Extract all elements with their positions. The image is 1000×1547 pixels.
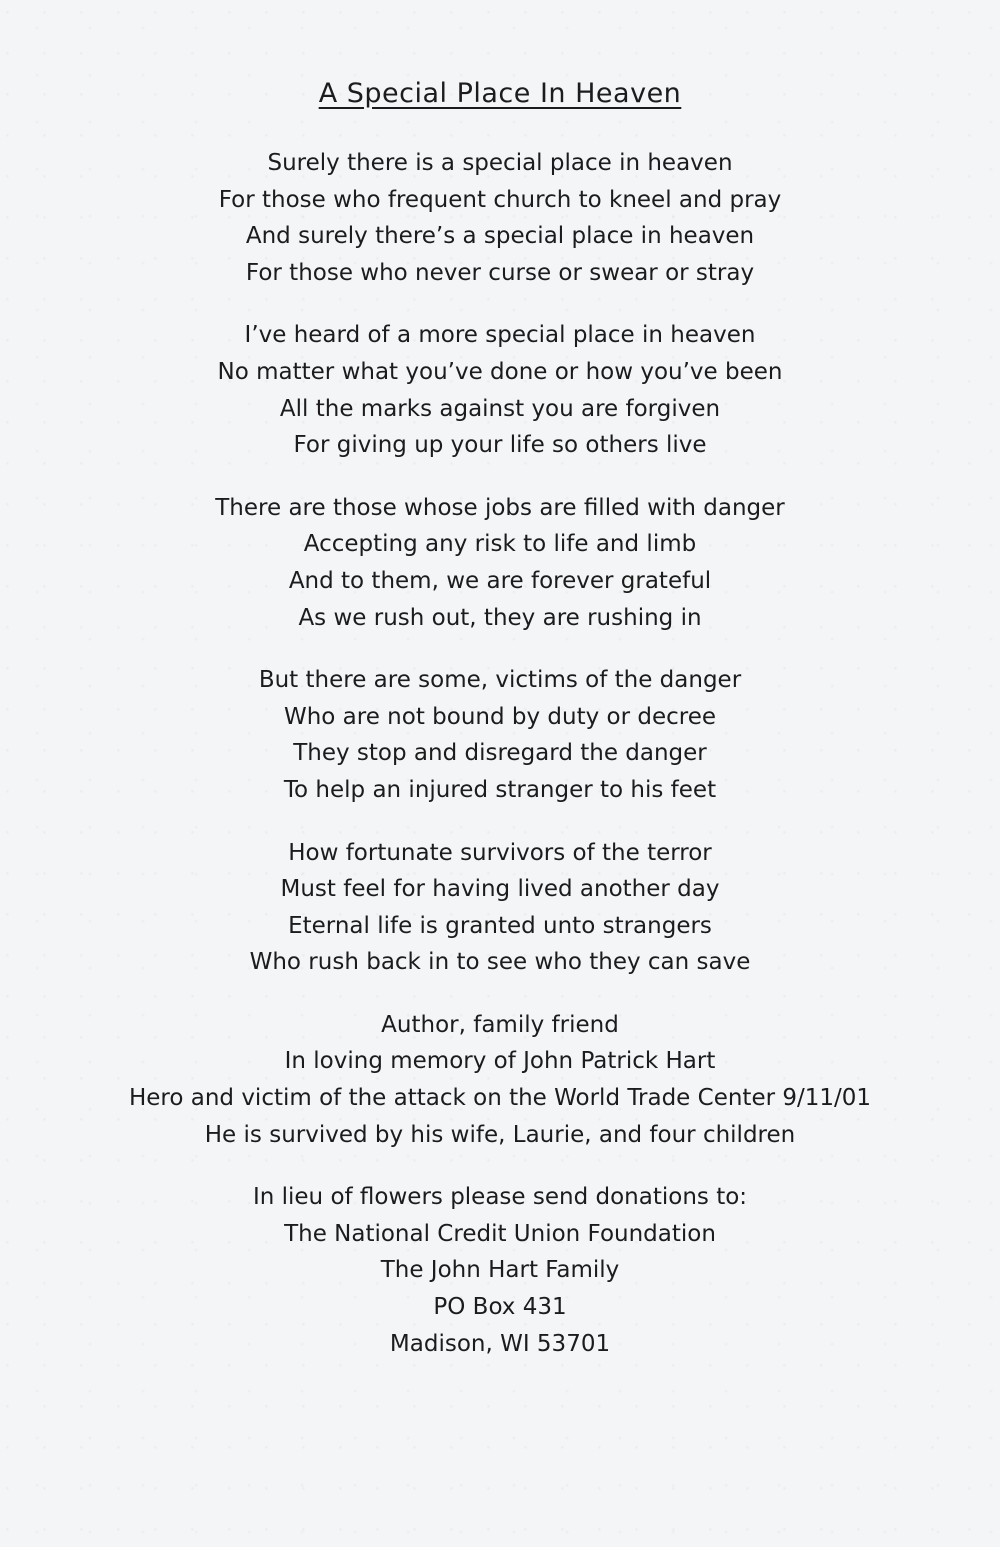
dedication-line: He is survived by his wife, Laurie, and four children [204,1121,796,1148]
poem-line: To help an injured stranger to his feet [283,776,717,803]
poem-line: As we rush out, they are rushing in [298,604,702,631]
poem-line: For those who frequent church to kneel and pray [218,186,782,213]
donations-line: In lieu of flowers please send donations to: [252,1184,748,1211]
poem-line: Accepting any risk to life and limb [303,531,697,558]
poem-line: They stop and disregard the danger [293,740,707,767]
poem-line: Eternal life is granted unto strangers [288,912,712,939]
dedication-block [0,1007,1000,1153]
poem-line: There are those whose jobs are filled with danger [215,494,785,521]
dedication-line: Hero and victim of the attack on the World Trade Center 9/11/01 [128,1085,872,1112]
poem-line: But there are some, victims of the danger [258,667,742,694]
poem-line: And to them, we are forever grateful [288,567,712,594]
donations-line: PO Box 431 [433,1294,567,1321]
poem-stanza-5 [0,835,1000,981]
poem-line: All the marks against you are forgiven [279,395,721,422]
poem-line: For those who never curse or swear or stray [245,259,755,286]
page-content [0,78,1000,1388]
poem-line: I’ve heard of a more special place in heaven [244,322,756,349]
poem-line: How fortunate survivors of the terror [288,839,712,866]
donations-line: The John Hart Family [380,1257,620,1284]
poem-line: No matter what you’ve done or how you’ve been [217,358,783,385]
poem-stanza-1 [0,145,1000,291]
donations-line: Madison, WI 53701 [389,1330,611,1357]
poem-line: Must feel for having lived another day [280,876,720,903]
poem-stanza-2 [0,317,1000,463]
donations-block [0,1179,1000,1362]
poem-line: For giving up your life so others live [293,432,707,459]
poem-line: And surely there’s a special place in heaven [245,223,755,250]
poem-stanza-4 [0,662,1000,808]
poem-line: Surely there is a special place in heaven [267,150,733,176]
dedication-line: In loving memory of John Patrick Hart [284,1048,716,1075]
poem-line: Who are not bound by duty or decree [283,703,717,730]
poem-line: Who rush back in to see who they can save [249,949,751,976]
poem-title: A Special Place In Heaven [318,78,682,109]
poem-stanza-3 [0,490,1000,636]
donations-line: The National Credit Union Foundation [284,1220,716,1247]
dedication-line: Author, family friend [381,1011,619,1038]
